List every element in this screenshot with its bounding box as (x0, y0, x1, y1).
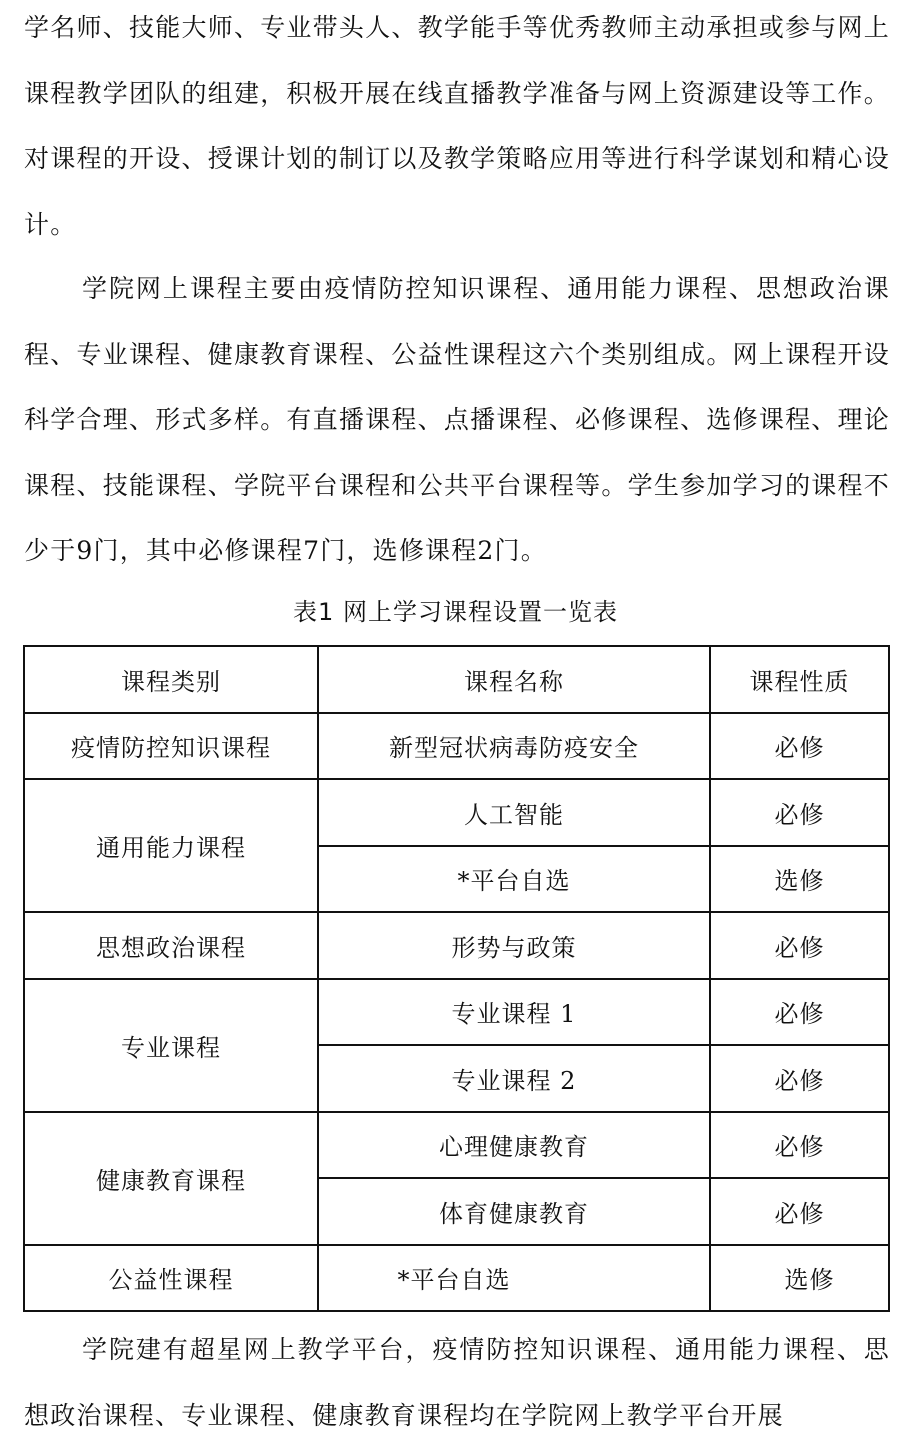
course-name-text: *平台自选 (397, 1266, 511, 1295)
header-category: 课程类别 (24, 646, 318, 713)
course-name-cell: 新型冠状病毒防疫安全 (318, 713, 710, 780)
paragraph-teaching-team: 学名师、技能大师、专业带头人、教学能手等优秀教师主动承担或参与网上课程教学团队的组建，积极开展在线直播教学准备与网上资源建设等工作。对课程的开设、授课计划的制订以及教学策略应用等进行科学谋划和精心设计。 (24, 13, 890, 239)
course-type-cell: 选修 (710, 846, 889, 913)
course-type-cell: 必修 (710, 1178, 889, 1245)
course-name-cell: 心理健康教育 (318, 1112, 710, 1179)
category-cell: 思想政治课程 (24, 912, 318, 979)
course-name-cell: *平台自选 (318, 846, 710, 913)
table-row (24, 713, 889, 780)
table-row (24, 1112, 889, 1179)
course-type-cell: 必修 (710, 1112, 889, 1179)
paragraph-platform: 学院建有超星网上教学平台，疫情防控知识课程、通用能力课程、思想政治课程、专业课程、健康教育课程均在学院网上教学平台开展 (24, 1335, 890, 1430)
table-header-row (24, 646, 889, 713)
category-cell: 公益性课程 (24, 1245, 318, 1312)
course-name-cell (318, 1245, 710, 1312)
table-row (24, 1245, 889, 1312)
paragraph-course-categories: 学院网上课程主要由疫情防控知识课程、通用能力课程、思想政治课程、专业课程、健康教育课程、公益性课程这六个类别组成。网上课程开设科学合理、形式多样。有直播课程、点播课程、必修课程、选修课程、理论课程、技能课程、学院平台课程和公共平台课程等。学生参加学习的课程不少于9门，其中必修课程7门，选修课程2门。 (24, 274, 890, 565)
course-name-cell: 专业课程 2 (318, 1045, 710, 1112)
table-row (24, 912, 889, 979)
course-type-cell: 必修 (710, 779, 889, 846)
header-course-name: 课程名称 (318, 646, 710, 713)
course-name-cell: 体育健康教育 (318, 1178, 710, 1245)
course-type-cell: 必修 (710, 912, 889, 979)
course-type-cell: 必修 (710, 1045, 889, 1112)
header-course-type: 课程性质 (710, 646, 889, 713)
category-cell: 疫情防控知识课程 (24, 713, 318, 780)
table-row (24, 779, 889, 846)
course-type-cell: 必修 (710, 713, 889, 780)
course-type-cell: 必修 (710, 979, 889, 1046)
course-name-cell: 人工智能 (318, 779, 710, 846)
course-type-text: 选修 (784, 1266, 835, 1295)
table-row (24, 979, 889, 1046)
category-cell: 健康教育课程 (24, 1112, 318, 1245)
course-table (23, 645, 890, 1312)
course-name-cell: 专业课程 1 (318, 979, 710, 1046)
category-cell: 通用能力课程 (24, 779, 318, 912)
category-cell: 专业课程 (24, 979, 318, 1112)
course-type-cell (710, 1245, 889, 1312)
table-caption: 表1 网上学习课程设置一览表 (293, 598, 618, 626)
course-name-cell: 形势与政策 (318, 912, 710, 979)
